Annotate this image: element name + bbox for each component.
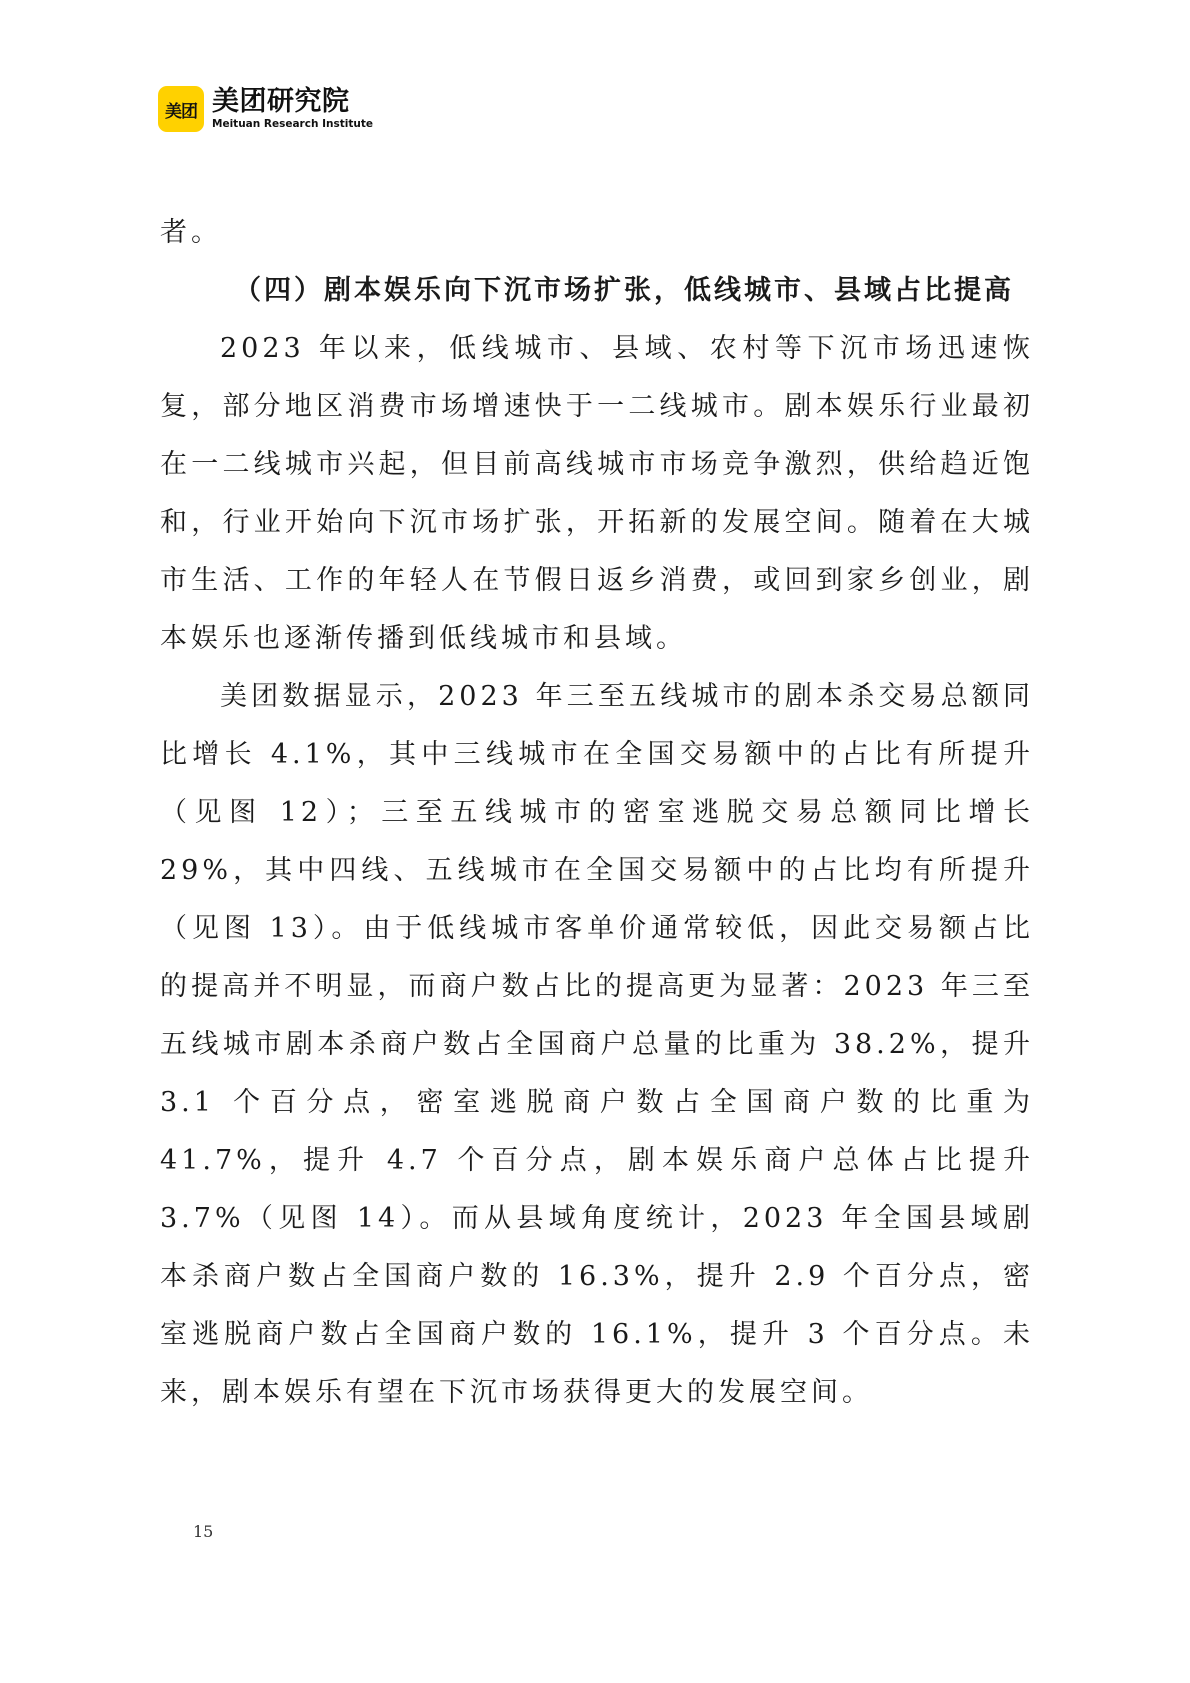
logo-english-name: Meituan Research Institute xyxy=(212,118,373,130)
paragraph-2: 美团数据显示，2023 年三至五线城市的剧本杀交易总额同比增长 4.1%，其中三线城市在全国交易额中的占比有所提升（见图 12）；三至五线城市的密室逃脱交易总额同比增长 29%，其中四线、五线城市在全国交易额中的占比均有所提升（见图 13）。由于低线城市客单价通常较低，因此交易额占比的提高并不明显，而商户数占比的提高更为显著：2023 年三至五线城市剧本杀商户数占全国商户总量的比重为 38.2%，提升 3.1 个百分点，密室逃脱商户数占全国商户数的比重为 41.7%，提升 4.7 个百分点，剧本娱乐商户总体占比提升 3.7%（见图 14）。而从县域角度统计，2023 年全国县域剧本杀商户数占全国商户数的 16.3%，提升 2.9 个百分点，密室逃脱商户数占全国商户数的 16.1%，提升 3 个百分点。未来，剧本娱乐有望在下沉市场获得更大的发展空间。 xyxy=(160,681,1034,1408)
paragraph-1: 2023 年以来，低线城市、县域、农村等下沉市场迅速恢复，部分地区消费市场增速快于一二线城市。剧本娱乐行业最初在一二线城市兴起，但目前高线城市市场竞争激烈，供给趋近饱和，行业开始向下沉市场扩张，开拓新的发展空间。随着在大城市生活、工作的年轻人在节假日返乡消费，或回到家乡创业，剧本娱乐也逐渐传播到低线城市和县域。 xyxy=(160,333,1034,654)
logo-chinese-name: 美团研究院 xyxy=(212,86,350,117)
page-number: 15 xyxy=(193,1522,214,1541)
continuation-text: 者。 xyxy=(160,217,222,248)
document-body xyxy=(160,204,1034,1422)
logo-text xyxy=(212,87,373,131)
page-header xyxy=(158,84,373,134)
meituan-logo-icon: 美团 xyxy=(158,86,204,132)
section-heading: （四）剧本娱乐向下沉市场扩张，低线城市、县域占比提高 xyxy=(234,275,1014,306)
